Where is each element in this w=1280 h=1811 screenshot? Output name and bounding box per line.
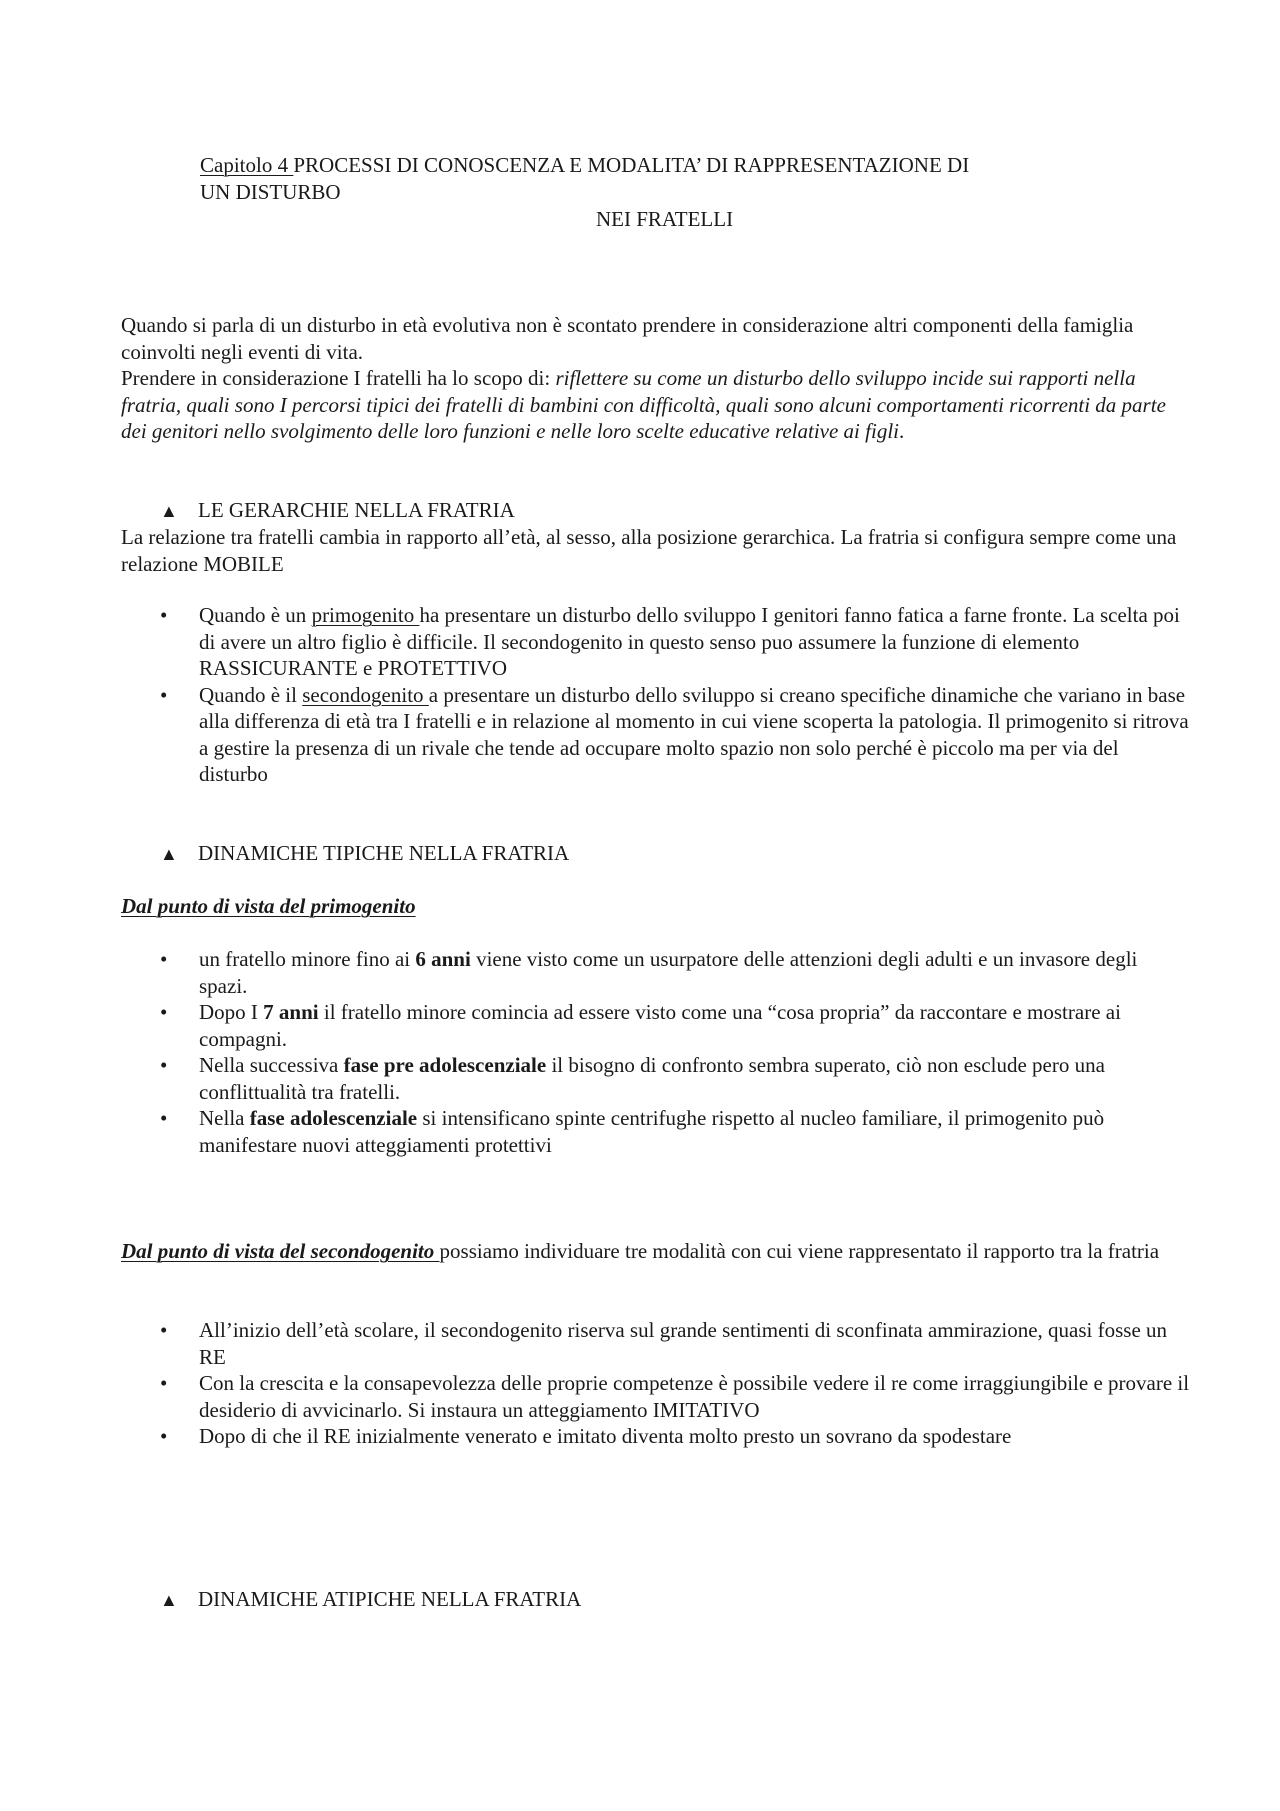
bullet-icon: • [160, 947, 168, 971]
chapter-title-line-3: NEI FRATELLI [596, 207, 734, 231]
bullet-icon: • [160, 1371, 168, 1395]
bullet-icon: • [160, 1318, 168, 1342]
section-heading-dinamiche-tipiche [160, 840, 569, 868]
chapter-title-text: PROCESSI DI CONOSCENZA E MODALITA’ DI RAPPRESENTAZIONE DI [293, 153, 970, 177]
secondogenito-bullet-list [121, 1317, 1191, 1450]
intro-p2-italic: riflettere su come un disturbo dello sviluppo incide sui rapporti nella fratria, quali sono I percorsi tipici dei fratelli di bambini con difficoltà, quali sono alcuni comportamenti ricorrenti da parte dei genitori nello svolgimento delle loro funzioni e nelle loro scelte educative relative ai figli [121, 366, 1166, 443]
chapter-number: Capitolo 4 [200, 153, 294, 177]
primogenito-bullet-list [121, 946, 1191, 1158]
intro-paragraph-2 [121, 365, 1191, 445]
chapter-title-line-2: UN DISTURBO [200, 180, 341, 204]
list-item: • Dopo di che il RE inizialmente venerato e imitato diventa molto presto un sovrano da spodestare [160, 1424, 1012, 1448]
list-item: • All’inizio dell’età scolare, il secondogenito riserva sul grande sentimenti di sconfinata ammirazione, quasi fosse un RE [160, 1318, 1168, 1369]
bullet-icon: • [160, 1000, 168, 1024]
intro-paragraph-1: Quando si parla di un disturbo in età evolutiva non è scontato prendere in considerazione altri componenti della famiglia coinvolti negli eventi di vita. [121, 313, 1134, 364]
intro-p2-plain: Prendere in considerazione I fratelli ha lo scopo di: [121, 366, 556, 390]
list-item: • Dopo I 7 anni il fratello minore comincia ad essere visto come una “cosa propria” da raccontare e mostrare ai compagni. [160, 1000, 1121, 1051]
chapter-title-line-1 [200, 152, 1200, 179]
bullet-icon: • [160, 1424, 168, 1448]
list-item: • Nella fase adolescenziale si intensificano spinte centrifughe rispetto al nucleo familiare, il primogenito può manifestare nuovi atteggiamenti protettivi [160, 1106, 1105, 1157]
bullet-icon: • [160, 1106, 168, 1130]
intro-block [121, 312, 1191, 445]
list-item: • Nella successiva fase pre adolescenziale il bisogno di confronto sembra superato, ciò non esclude pero una conflittualità tra fratelli. [160, 1053, 1105, 1104]
bullet-icon: • [160, 603, 168, 627]
bullet-icon: • [160, 682, 168, 707]
triangle-bullet-icon: ▲ [160, 501, 178, 521]
section-heading-text: LE GERARCHIE NELLA FRATRIA [198, 498, 515, 522]
section-heading-text: DINAMICHE TIPICHE NELLA FRATRIA [198, 841, 570, 865]
bullet-icon: • [160, 1053, 168, 1077]
section-heading-dinamiche-atipiche [160, 1586, 581, 1614]
section-heading-gerarchie [160, 497, 515, 525]
triangle-bullet-icon: ▲ [160, 1590, 178, 1610]
underlined-term: primogenito [311, 603, 420, 627]
triangle-bullet-icon: ▲ [160, 844, 178, 864]
list-item: • Con la crescita e la consapevolezza delle proprie competenze è possibile vedere il re come irraggiungibile e provare il desiderio di avvicinarlo. Si instaura un atteggiamento IMITATIVO [160, 1371, 1190, 1422]
list-item: • Quando è un primogenito ha presentare un disturbo dello sviluppo I genitori fanno fatica a farne fronte. La scelta poi di avere un altro figlio è difficile. Il secondogenito in questo senso puo assumere la funzione di elemento RASSICURANTE e PROTETTIVO [160, 603, 1180, 680]
section-heading-text: DINAMICHE ATIPICHE NELLA FRATRIA [198, 1587, 582, 1611]
subheading-primogenito: Dal punto di vista del primogenito [121, 894, 416, 918]
intro-p2-end: . [898, 419, 905, 443]
list-item: • un fratello minore fino ai 6 anni viene visto come un usurpatore delle attenzioni degli adulti e un invasore degli spazi. [160, 947, 1138, 998]
section-1-bullet-list [121, 602, 1191, 788]
list-item: • Quando è il secondogenito a presentare un disturbo dello sviluppo si creano specifiche dinamiche che variano in base alla differenza di età tra I fratelli e in relazione al momento in cui viene scoperta la patologia. Il primogenito si ritrova a gestire la presenza di un rivale che tende ad occupare molto spazio non solo perché è piccolo ma per via del disturbo [160, 682, 1189, 786]
subheading-secondogenito: Dal punto di vista del secondogenito possiamo individuare tre modalità con cui viene rappresentato il rapporto tra la fratria [121, 1239, 1160, 1263]
section-1-paragraph: La relazione tra fratelli cambia in rapporto all’età, al sesso, alla posizione gerarchica. La fratria si configura sempre come una relazione MOBILE [121, 525, 1177, 576]
underlined-term: secondogenito [302, 682, 429, 707]
